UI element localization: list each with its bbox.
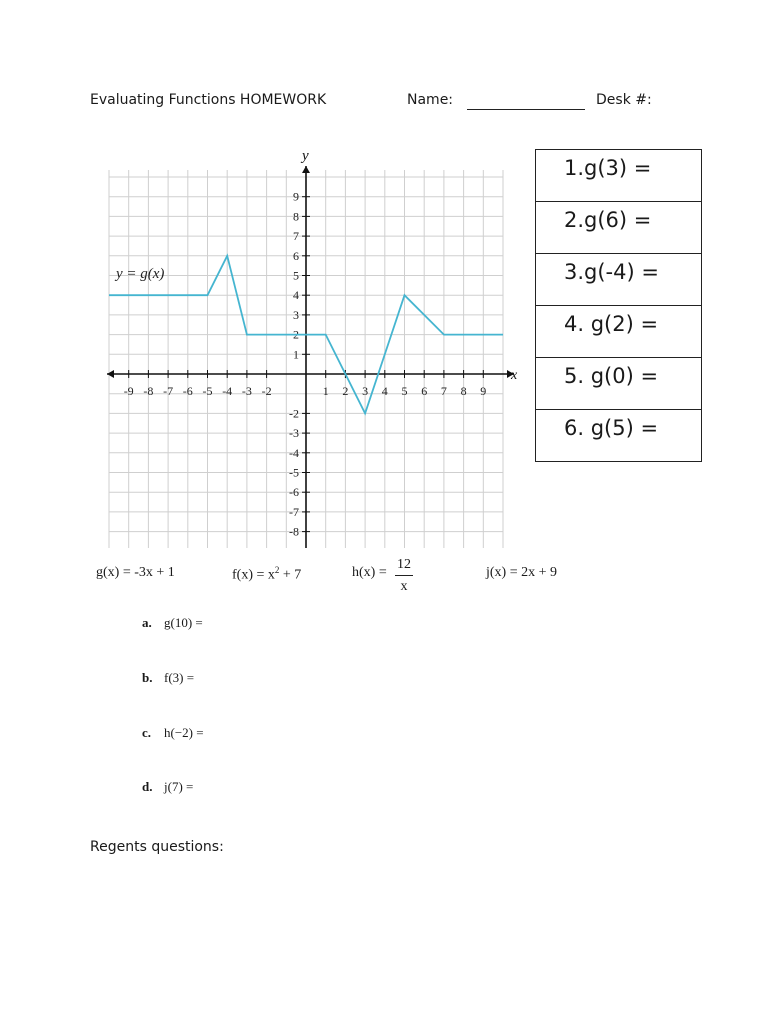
y-tick-label: -5 xyxy=(289,465,299,480)
part-b-letter: b. xyxy=(142,670,153,685)
series-label: y = g(x) xyxy=(116,266,165,282)
x-tick-label: 3 xyxy=(362,384,369,398)
y-tick-label: -6 xyxy=(289,485,299,500)
question-4[interactable]: 4. g(2) = xyxy=(536,306,702,358)
function-h-denominator: x xyxy=(400,579,408,594)
question-1[interactable]: 1.g(3) = xyxy=(536,150,702,202)
function-h-numerator: 12 xyxy=(397,557,411,572)
x-axis-arrow-left xyxy=(107,370,114,378)
x-tick-label: -9 xyxy=(123,384,134,398)
function-j: j(x) = 2x + 9 xyxy=(486,565,558,580)
function-h-lhs: h(x) = xyxy=(352,565,387,580)
x-tick-label: -8 xyxy=(143,384,154,398)
y-tick-label: 8 xyxy=(293,209,299,224)
part-a-text: g(10) = xyxy=(164,615,203,630)
desk-label: Desk #: xyxy=(596,92,652,108)
x-tick-label: -6 xyxy=(182,384,193,398)
y-tick-label: 2 xyxy=(293,327,299,342)
y-tick-label: 9 xyxy=(293,189,299,204)
function-f xyxy=(232,565,301,584)
question-3[interactable]: 3.g(-4) = xyxy=(536,254,702,306)
x-tick-label: -3 xyxy=(241,384,252,398)
x-tick-label: 8 xyxy=(460,384,467,398)
y-tick-label: 6 xyxy=(293,248,299,263)
y-axis-label: y xyxy=(302,148,309,164)
part-b-text: f(3) = xyxy=(164,670,195,685)
question-5[interactable]: 5. g(0) = xyxy=(536,358,702,410)
x-tick-label: 5 xyxy=(401,384,408,398)
function-f-base: f(x) = x xyxy=(232,567,275,583)
part-d-text: j(7) = xyxy=(164,779,194,794)
x-tick-label: -7 xyxy=(163,384,174,398)
y-tick-label: 7 xyxy=(293,229,299,244)
part-d-letter: d. xyxy=(142,779,153,794)
y-tick-label: -3 xyxy=(289,426,299,441)
x-tick-label: 6 xyxy=(421,384,428,398)
y-tick-label: 4 xyxy=(293,288,299,303)
fraction-bar xyxy=(395,575,413,576)
y-tick-label: -2 xyxy=(289,406,299,421)
x-tick-label: 4 xyxy=(381,384,388,398)
y-axis-arrow xyxy=(302,166,310,173)
x-tick-label: 9 xyxy=(480,384,487,398)
part-b xyxy=(142,670,194,686)
question-2[interactable]: 2.g(6) = xyxy=(536,202,702,254)
function-f-tail: + 7 xyxy=(279,567,302,583)
function-g: g(x) = -3x + 1 xyxy=(96,565,175,580)
x-tick-label: 1 xyxy=(322,384,329,398)
y-tick-label: -4 xyxy=(289,445,299,460)
y-tick-label: -8 xyxy=(289,524,299,539)
x-axis-label: x xyxy=(511,368,518,383)
x-tick-label: -4 xyxy=(222,384,233,398)
worksheet-title: Evaluating Functions HOMEWORK xyxy=(90,92,327,108)
function-f-exponent: 2 xyxy=(274,565,280,575)
question-6[interactable]: 6. g(5) = xyxy=(536,410,702,462)
part-a xyxy=(142,615,203,631)
y-tick-label: 5 xyxy=(293,268,299,283)
y-tick-label: -7 xyxy=(289,504,299,519)
y-tick-label: 3 xyxy=(293,307,299,322)
part-a-letter: a. xyxy=(142,615,152,630)
y-tick-label: 1 xyxy=(293,347,299,362)
x-tick-label: -5 xyxy=(202,384,213,398)
name-label: Name: xyxy=(407,92,454,108)
part-c xyxy=(142,725,204,741)
part-c-text: h(−2) = xyxy=(164,725,204,740)
part-c-letter: c. xyxy=(142,725,152,740)
x-tick-label: 7 xyxy=(440,384,447,398)
regents-heading: Regents questions: xyxy=(90,839,224,855)
part-d xyxy=(142,779,193,795)
x-tick-label: 2 xyxy=(342,384,349,398)
x-tick-label: -2 xyxy=(261,384,272,398)
